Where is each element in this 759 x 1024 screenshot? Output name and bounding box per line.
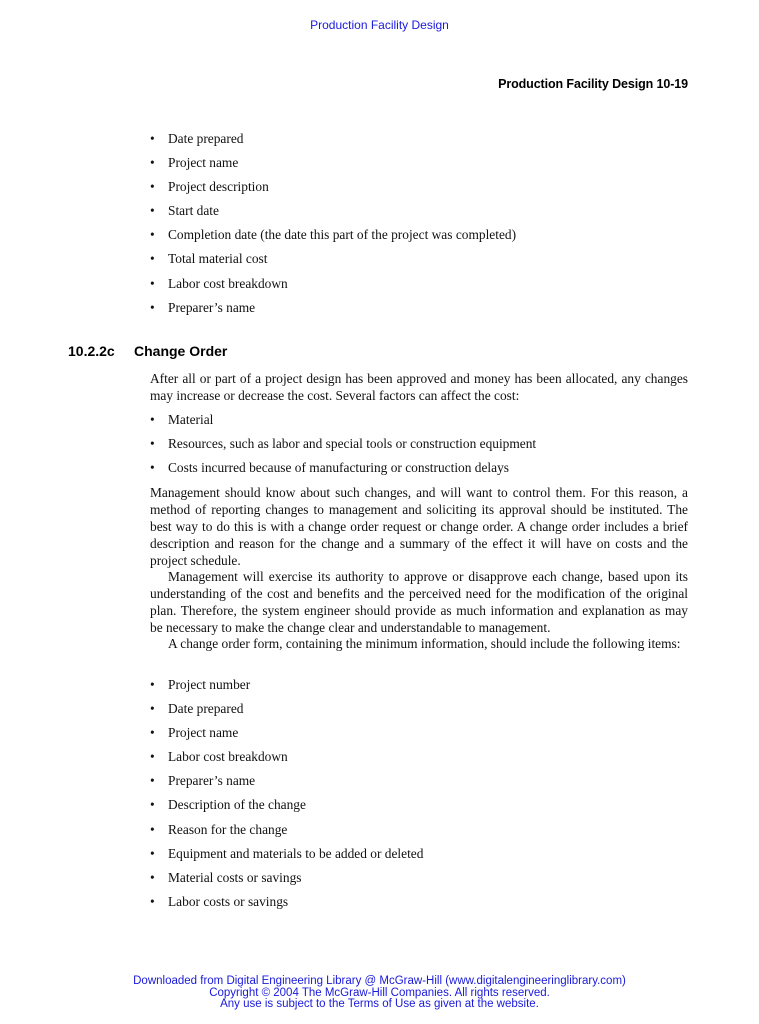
footer-notice[interactable]: [0, 976, 759, 1011]
list-item: • Labor cost breakdown: [150, 276, 516, 292]
list-item: • Date prepared: [150, 701, 423, 717]
list-item: • Preparer’s name: [150, 300, 516, 316]
list-item: • Project name: [150, 155, 516, 171]
section-heading: [68, 343, 227, 359]
form-intro-paragraph: A change order form, containing the minimum information, should include the following items:: [168, 636, 681, 651]
list-item: • Costs incurred because of manufacturing or construction delays: [150, 460, 536, 476]
list-item: • Preparer’s name: [150, 773, 423, 789]
section-number: 10.2.2c: [68, 343, 115, 359]
list-item: • Total material cost: [150, 251, 516, 267]
list-item: • Equipment and materials to be added or deleted: [150, 846, 423, 862]
top-link-header[interactable]: Production Facility Design: [310, 18, 449, 32]
list-item: • Project description: [150, 179, 516, 195]
list-item: • Resources, such as labor and special tools or construction equipment: [150, 436, 536, 452]
change-order-items-list: [150, 677, 423, 918]
list-item: • Material: [150, 412, 536, 428]
list-item: • Project name: [150, 725, 423, 741]
authority-paragraph: Management will exercise its authority to approve or disapprove each change, based upon its understanding of the cost and benefits and the perceived need for the modification of the original plan. Therefore, the system engineer should provide as much information and explanation as may be necessary to make the change clear and understandable to management.: [150, 569, 688, 635]
list-item: • Labor cost breakdown: [150, 749, 423, 765]
list-item: • Labor costs or savings: [150, 894, 423, 910]
section-title: Change Order: [134, 343, 228, 359]
list-item: • Description of the change: [150, 797, 423, 813]
list-item: • Start date: [150, 203, 516, 219]
footer-copyright-line: Copyright © 2004 The McGraw-Hill Companies. All rights reserved.: [209, 986, 550, 999]
management-paragraph: Management should know about such changes, and will want to control them. For this reason, a method of reporting changes to management and soliciting its approval should be instituted. The best way to do this is with a change order request or change order. A change order includes a brief description and reason for the change and a summary of the effect it will have on costs and the project schedule.: [150, 485, 688, 568]
intro-paragraph: After all or part of a project design has been approved and money has been allocated, any changes may increase or decrease the cost. Several factors can affect the cost:: [150, 371, 688, 403]
list-item: • Material costs or savings: [150, 870, 423, 886]
footer-download-line[interactable]: Downloaded from Digital Engineering Library @ McGraw-Hill (www.digitalengineeringlibrary.com): [133, 975, 626, 987]
list-item: • Date prepared: [150, 131, 516, 147]
running-head: Production Facility Design 10-19: [498, 77, 688, 91]
list-item: • Completion date (the date this part of the project was completed): [150, 227, 516, 243]
list-item: • Project number: [150, 677, 423, 693]
list-item: • Reason for the change: [150, 822, 423, 838]
record-fields-list: [150, 131, 516, 324]
footer-terms-line[interactable]: Any use is subject to the Terms of Use as given at the website.: [220, 998, 539, 1011]
cost-factors-list: [150, 412, 536, 484]
